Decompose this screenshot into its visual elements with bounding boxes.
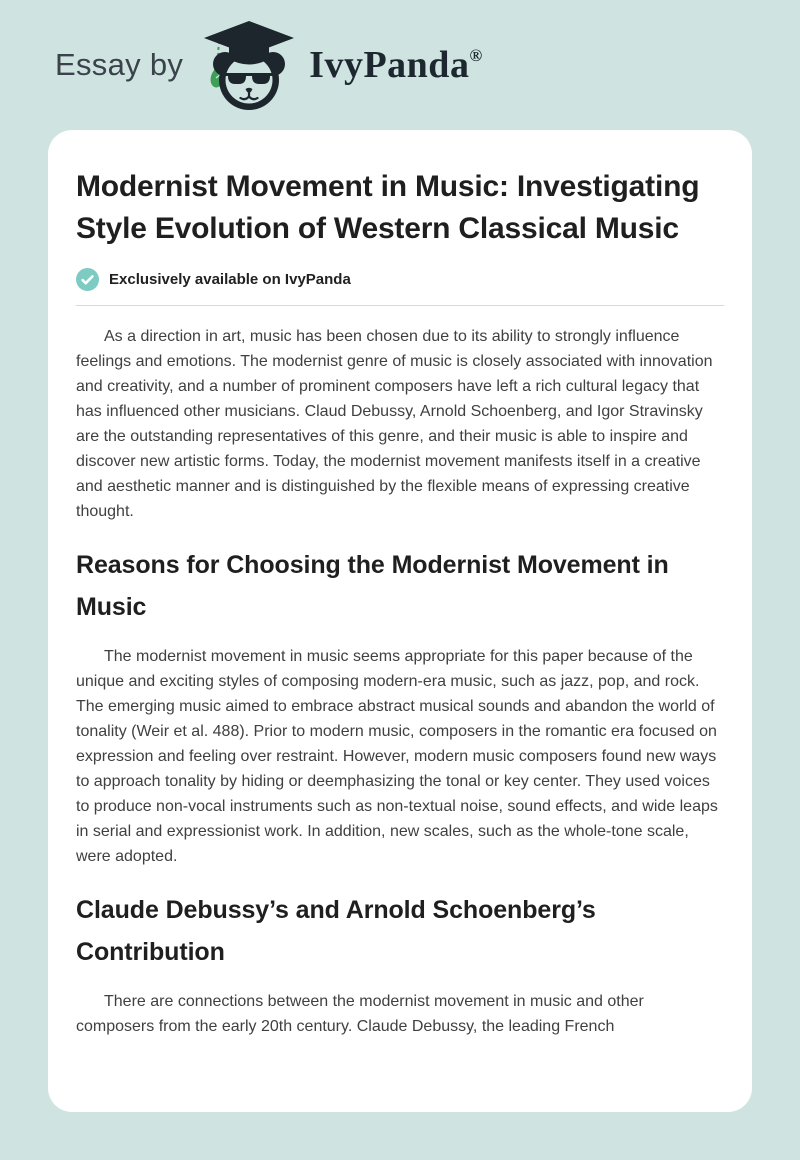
essay-by-label: Essay by: [55, 47, 184, 82]
section-paragraph-contribution: There are connections between the modernist movement in music and other composers from the early 20th century. Claude Debussy, the leading French: [76, 993, 644, 1035]
brand-name: [309, 43, 482, 87]
brand-text: IvyPanda: [309, 44, 470, 86]
registered-mark: ®: [469, 46, 483, 65]
essay-card: [48, 130, 752, 1112]
essay-title: Modernist Movement in Music: Investigating Style Evolution of Western Classical Music: [76, 170, 700, 245]
section-heading-reasons: Reasons for Choosing the Modernist Movement in Music: [76, 551, 669, 621]
header-divider: [76, 305, 724, 306]
intro-paragraph: As a direction in art, music has been chosen due to its ability to strongly influence feelings and emotions. The modernist genre of music is closely associated with innovation and creativity, and a number of prominent composers have left a rich cultural legacy that has influenced other musicians. Claud Debussy, Arnold Schoenberg, and Igor Stravinsky are the outstanding representatives of this genre, and their music is able to inspire and discover new artistic forms. Today, the modernist movement manifests itself in a creative and aesthetic manner and is distinguished by the flexible means of expressing creative thought.: [76, 328, 713, 520]
ivypanda-logo: [197, 19, 301, 111]
availability-label: Exclusively available on IvyPanda: [109, 271, 351, 288]
section-paragraph-reasons: The modernist movement in music seems appropriate for this paper because of the unique and exciting styles of composing modern-era music, such as jazz, pop, and rock. The emerging music aimed to embrace abstract musical sounds and abandon the world of tonality (Weir et al. 488). Prior to modern music, composers in the romantic era focused on expression and feeling over restraint. However, modern music composers found new ways to approach tonality by hiding or deemphasizing the tonal or key center. They used voices to produce non-vocal instruments such as non-textual noise, sound effects, and wide leaps in serial and expressionist work. In addition, new scales, such as the whole-tone scale, were adopted.: [76, 648, 718, 865]
site-header: [0, 0, 800, 130]
availability-badge: [76, 268, 724, 291]
check-icon: [76, 268, 99, 291]
panda-graduate-icon: [197, 19, 301, 111]
section-heading-contribution: Claude Debussy’s and Arnold Schoenberg’s Contribution: [76, 896, 596, 966]
